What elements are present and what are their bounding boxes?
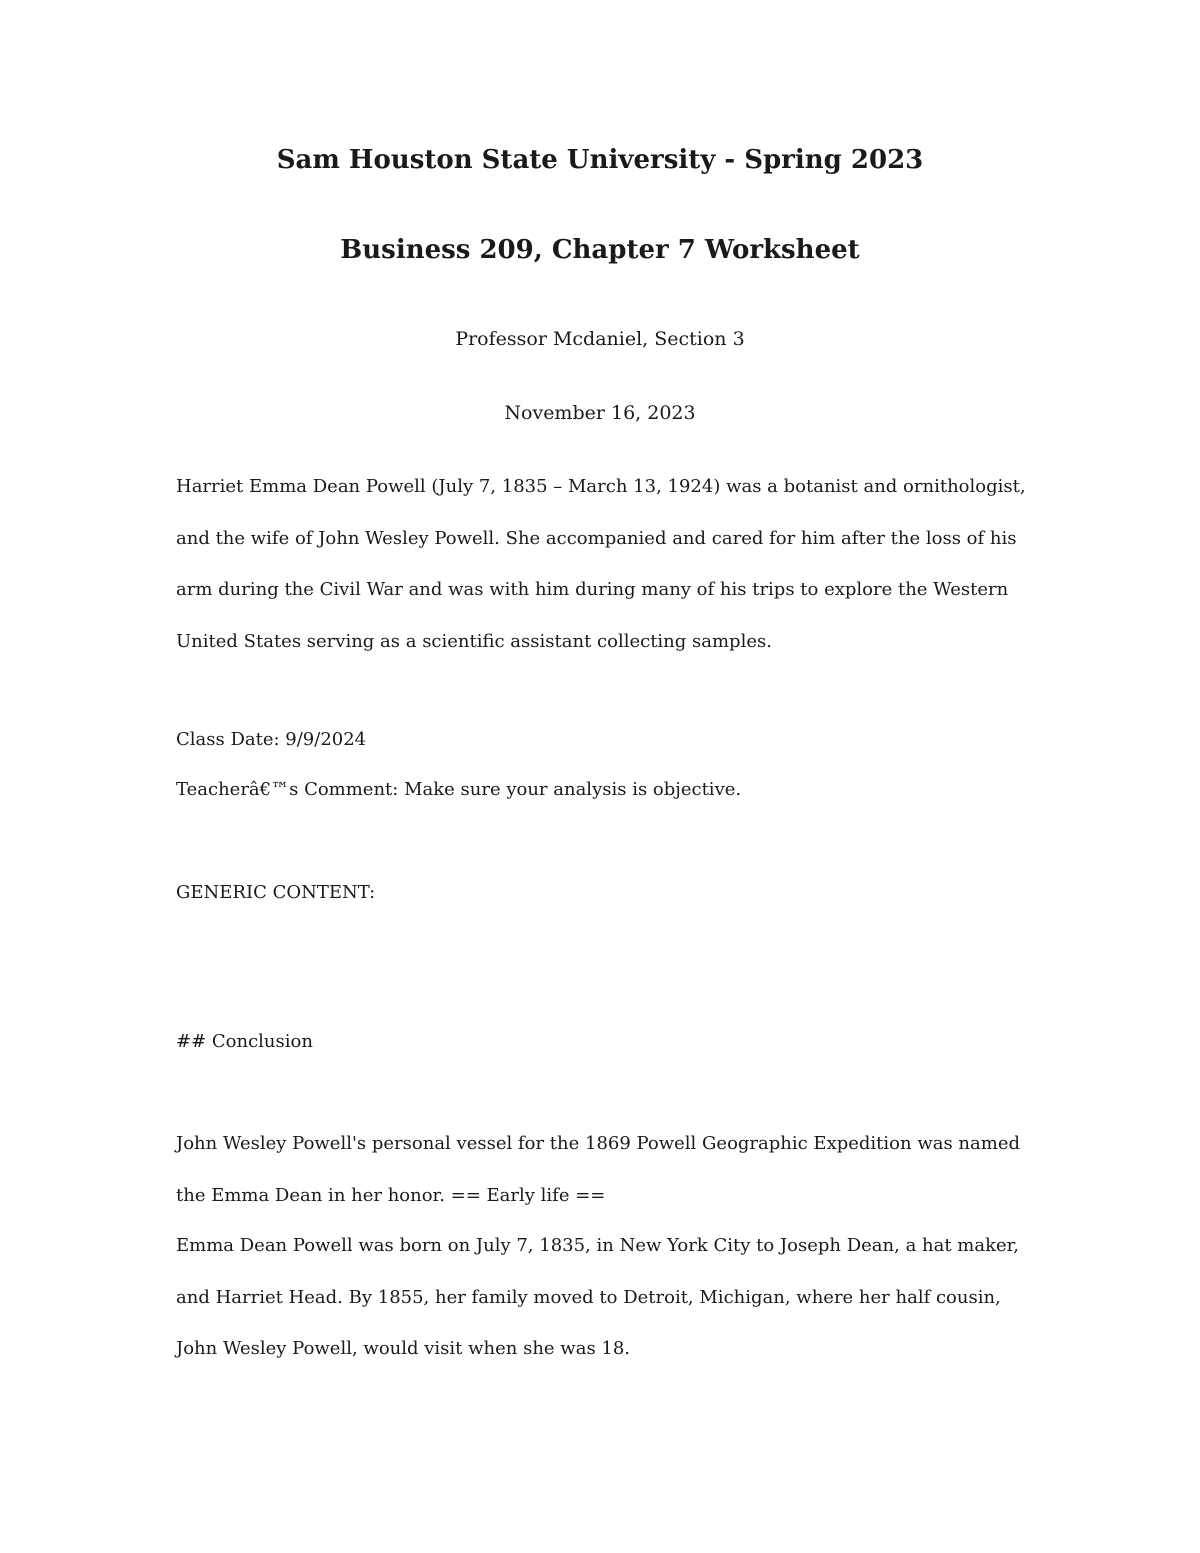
- generic-content-label: GENERIC CONTENT:: [176, 882, 376, 903]
- vessel-paragraph: John Wesley Powell's personal vessel for the 1869 Powell Geographic Expedition was named the Emma Dean in her honor. == Early life ==: [176, 1133, 1020, 1206]
- worksheet-title: Business 209, Chapter 7 Worksheet: [340, 235, 860, 265]
- professor-line: Professor Mcdaniel, Section 3: [455, 328, 745, 350]
- class-date: Class Date: 9/9/2024: [176, 729, 367, 750]
- early-life-paragraph: Emma Dean Powell was born on July 7, 1835, in New York City to Joseph Dean, a hat maker, and Harriet Head. By 1855, her family moved to Detroit, Michigan, where her half cousin, John Wesley Powell, would visit when she was 18.: [176, 1235, 1020, 1359]
- document-date: November 16, 2023: [504, 402, 696, 424]
- conclusion-heading: ## Conclusion: [176, 1031, 313, 1052]
- teacher-comment: Teacherâ€™s Comment: Make sure your analysis is objective.: [176, 779, 742, 800]
- intro-paragraph: Harriet Emma Dean Powell (July 7, 1835 – March 13, 1924) was a botanist and ornithologist, and the wife of John Wesley Powell. She accompanied and cared for him after the loss of his arm during the Civil War and was with him during many of his trips to explore the Western United States serving as a scientific assistant collecting samples.: [176, 476, 1026, 652]
- university-title: Sam Houston State University - Spring 2023: [276, 145, 924, 175]
